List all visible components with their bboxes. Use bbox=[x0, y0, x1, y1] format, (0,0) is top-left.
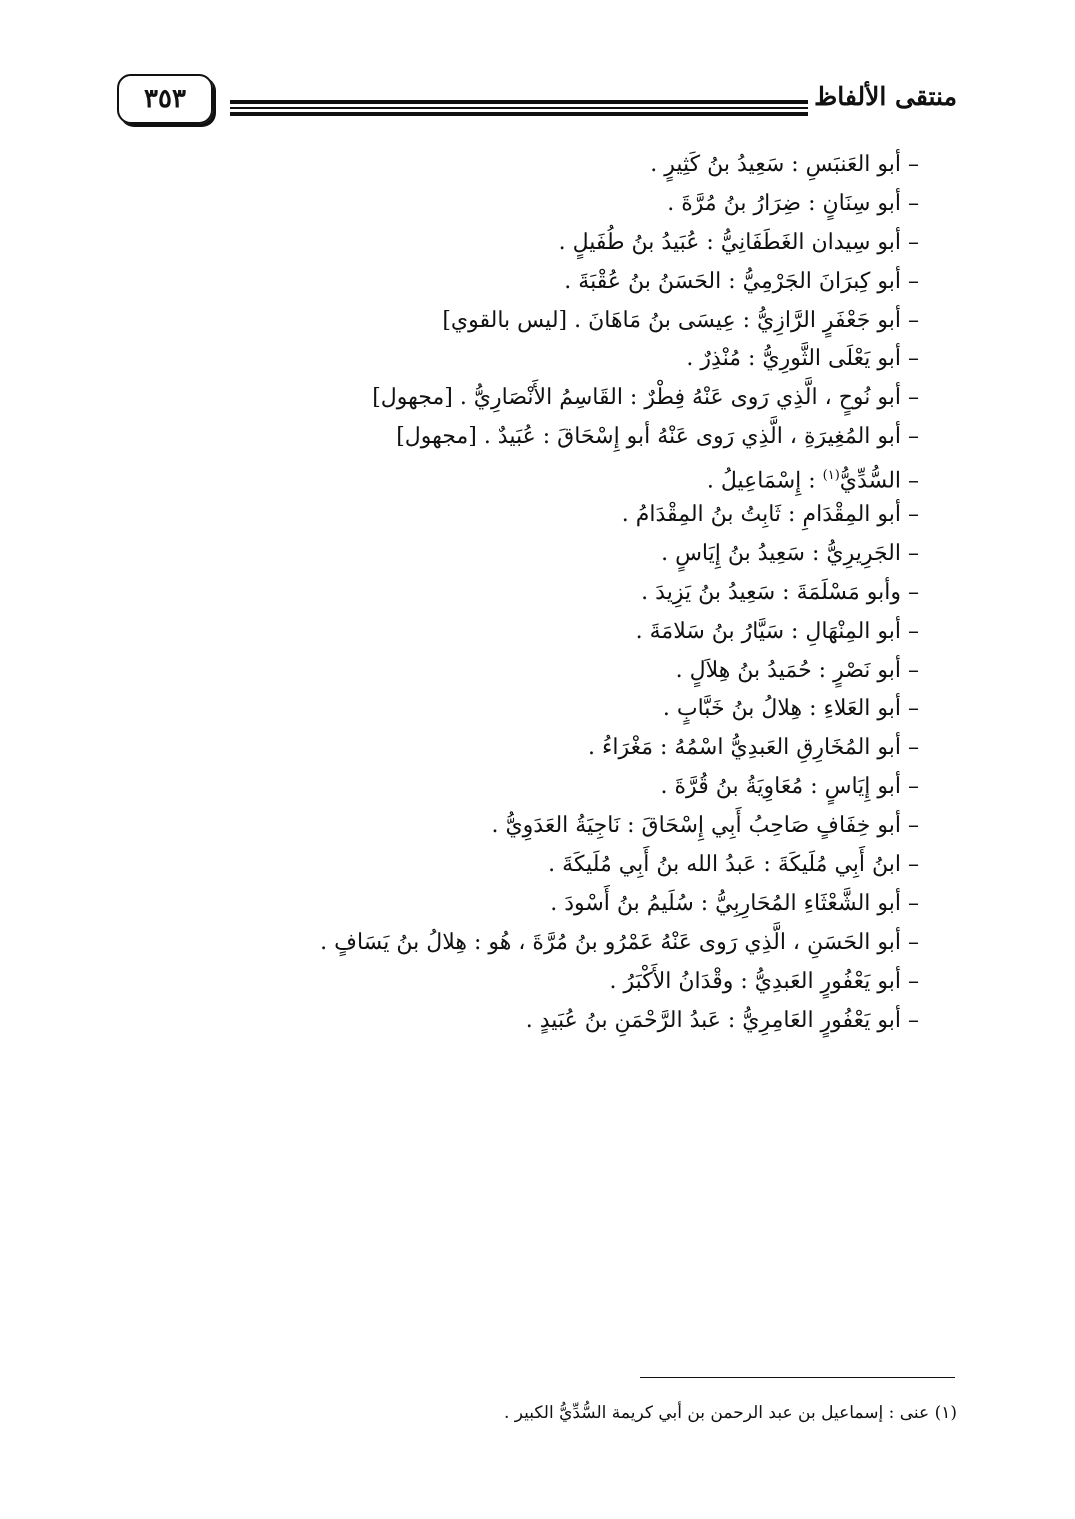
list-item: – أبو يَعْلَى الثَّورِيُّ : مُنْذِرٌ . bbox=[686, 346, 919, 372]
list-item: – أبو جَعْفَرٍ الرَّازِيُّ : عِيسَى بنُ مَاهَانَ . [ليس بالقوي] bbox=[442, 307, 919, 333]
list-item-name: – السُّدِّيُّ bbox=[839, 468, 919, 494]
footnote-ref[interactable]: (١) bbox=[822, 468, 840, 484]
list-item: – أبو كِبرَانَ الجَرْمِيُّ : الحَسَنُ بنُ عُقْبَةَ . bbox=[564, 268, 919, 294]
name-list bbox=[159, 146, 919, 1040]
page-number: ٣٥٣ bbox=[117, 74, 213, 124]
list-item: – أبو يَعْفُورٍ العَبدِيُّ : وقْدَانُ الأَكْبَرُ . bbox=[609, 968, 919, 994]
list-item: – أبو المُخَارِقِ العَبدِيُّ اسْمُهُ : مَغْرَاءُ . bbox=[588, 735, 919, 761]
list-item: – الجَرِيرِيُّ : سَعِيدُ بنُ إِيَاسٍ . bbox=[661, 540, 919, 566]
footnote-text: (١) عنى : إسماعيل بن عبد الرحمن بن أبي كريمة السُّدِّيُّ الكبير . bbox=[503, 1403, 957, 1423]
list-item: – أبو نُوحٍ ، الَّذِي رَوى عَنْهُ فِطْرٌ : القَاسِمُ الأَنْصَارِيُّ . [مجهول] bbox=[372, 385, 919, 411]
list-item: – أبو يَعْفُورٍ العَامِرِيُّ : عَبدُ الرَّحْمَنِ بنُ عُبَيدٍ . bbox=[525, 1007, 919, 1033]
list-item: – أبو سِيدان الغَطَفَانِيُّ : عُبَيدُ بنُ طُفَيلٍ . bbox=[558, 229, 919, 255]
list-item: – ابنُ أَبِي مُلَيكَةَ : عَبدُ الله بنُ أَبِي مُلَيكَةَ . bbox=[548, 852, 919, 878]
list-item: – أبو العَنبَسِ : سَعِيدُ بنُ كَثِيرٍ . bbox=[650, 152, 919, 177]
list-item: – أبو إِيَاسٍ : مُعَاوِيَةُ بنُ قُرَّةَ . bbox=[660, 774, 919, 800]
list-item: – أبو المِنْهَالِ : سَيَّارُ بنُ سَلامَةَ . bbox=[635, 618, 919, 644]
list-item: – أبو سِنَانٍ : ضِرَارُ بنُ مُرَّةَ . bbox=[667, 190, 919, 216]
list-item-value: : إِسْمَاعِيلُ . bbox=[706, 468, 823, 494]
list-item: – أبو المُغِيرَةِ ، الَّذِي رَوى عَنْهُ أبو إِسْحَاقَ : عُبَيدٌ . [مجهول] bbox=[396, 424, 919, 450]
list-item: – أبو المِقْدَامِ : ثَابِتُ بنُ المِقْدَامُ . bbox=[621, 502, 919, 528]
list-item: – أبو الحَسَنِ ، الَّذِي رَوى عَنْهُ عَمْرُو بنُ مُرَّةَ ، هُو : هِلالُ بنُ يَسَافٍ . bbox=[320, 929, 919, 955]
footnote-divider bbox=[640, 1377, 955, 1378]
list-item: – أبو نَصْرٍ : حُمَيدُ بنُ هِلاَلٍ . bbox=[675, 657, 919, 683]
list-item-footnoted bbox=[159, 457, 919, 496]
list-item: – أبو خِفَافٍ صَاحِبُ أَبِي إِسْحَاقَ : نَاجِيَةُ العَدَوِيُّ . bbox=[491, 813, 919, 839]
list-item: – أبو العَلاءِ : هِلالُ بنُ خَبَّابٍ . bbox=[662, 696, 919, 722]
list-item: – وأبو مَسْلَمَةَ : سَعِيدُ بنُ يَزِيدَ . bbox=[641, 579, 919, 605]
header-rule bbox=[230, 100, 808, 116]
running-header-title: منتقى الألفاظ bbox=[814, 82, 957, 111]
list-item: – أبو الشَّعْثَاءِ المُحَارِبِيُّ : سُلَيمُ بنُ أَسْودَ . bbox=[550, 890, 919, 916]
